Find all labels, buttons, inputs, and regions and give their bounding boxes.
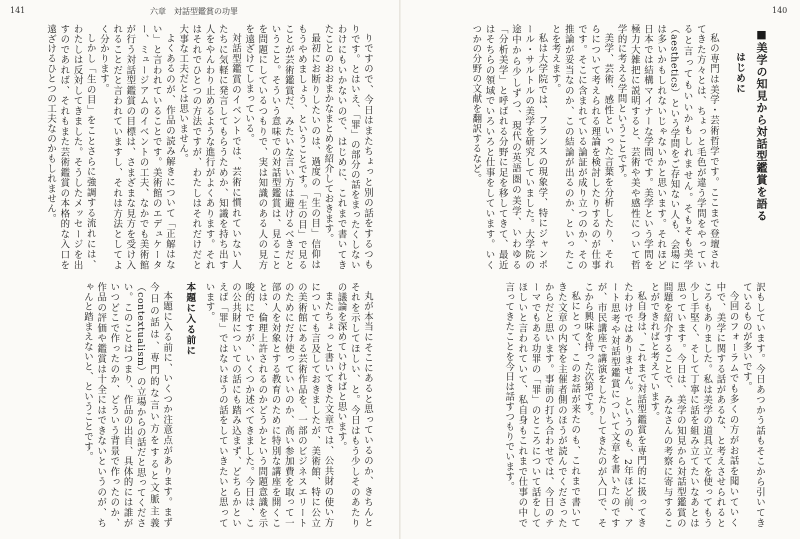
paragraph: 最初にお断りしたいのは、過度の「生の目」信仰はもうやめましょう、ということです。「生の目」で見ることが芸術鑑賞だ、みたいな言い方は避けるべきだということ。そういう意味での対話型鑑賞は、見ることを問題にしているつもりで、実は知識のある人の見方を遠ざけてしまっている。 <box>243 24 321 270</box>
paragraph: 本題に入る前に、いくつか注意点があります。まず今日の話は、専門的な言い方をすると文脈主義（contextualism）の立場からの話だと思ってください。このことはつまり、作品の出自、具体的には誰がいつどこで作ったのか、どういう背景で作ったのか、作品の評価や鑑賞は十全にはできないというのが、ちゃんと踏まえないと、ということです。 <box>81 282 173 528</box>
left-lower-text <box>28 282 374 528</box>
paragraph: またちょっと書いてきた文章では、公共財の使い方についても言及しておきましたが、美術館、特に公立の美術館にある芸術作品を、一部のビジネスエリートのためにだけ使っていいのか、高い参加費を取って一部の人を対象とする教育のために特別な講座を開くことは、倫理上許されるのかどうかという問題意識を示唆的にですが、いくつか述べてきました。今日は、この公共財についての話にも踏み込まず、どちらかといえば「罪」ではないほうの話をしていきたいと思っています。 <box>203 282 334 528</box>
left-upper-text <box>28 24 374 270</box>
gutter <box>399 0 401 539</box>
paragraph: 丸が本当にそこにあると思っているのか、きちんとそれを示してほしい、と。今日はもう少しそのあたりの議論を深めていければと思います。 <box>335 282 373 528</box>
paragraph: 私にとって、このお話が来たのも、これまで書いてきた文章の内容を主催者側のほうが読んでくださったからだと思います。事前の打ち合わせでは、今日のテーマでもある功罪の「罪」のところについて話をしてほしいと言われていて、私自身もこれまで仕事の中で言ってきたことを今日は話すつもりでいます。 <box>503 282 581 528</box>
right-lower-text <box>420 282 766 528</box>
paragraph: 美学、芸術、感性といった言葉を分析したり、それらについて考えられる理論を検討したりするのが仕事です。そこに含まれている論証が成り立つのか、その推論が妥当なのか、この結論が出るのか、といったことを考えます。 <box>549 24 614 270</box>
section-heading: はじめに <box>734 52 745 95</box>
paragraph: 今回のフォーラムでも多くの方がお話を聞いていく中で、美学に関する話があるな、と考えさせられるところもありました。私は美学の道具立てを使ってもう少し手堅く、そして丁寧に話を組み立てたいなあとは思っています。今日は、美学の知見から対話型鑑賞の問題を紹介することで、みなさんの考察に寄与することができればと考えています。 <box>648 282 739 528</box>
paragraph: 私自身は、これまで対話型鑑賞を専門的に扱ってきたわけではありません。というのも、2年ほど前、アート思考や対話型鑑賞について文章を書いたのですが、市民講座で講演をしたりしてきたのが入口で、そこから興味を持った次第です。 <box>582 282 647 528</box>
paragraph: 訳もしています。今日あつかう話もそこから引いてきているものが多いです。 <box>740 282 765 528</box>
section-heading: 本題に入る前に <box>184 282 196 357</box>
paragraph: りですので、今日はまたちょっと別の話をするつもりです。とはいえ、「罪」の部分の話をまったくしないわけにもいかないので、はじめに、これまで書いてきたことのおおまかなまとめを紹介しておきます。 <box>322 24 373 270</box>
page-number: 140 <box>772 6 788 15</box>
paragraph: 私は大学院では、フランスの現象学、特にジャンポール・サルトルの美学を研究していました。大学院の途中から少しずつ、現代の英語圏の美学、いわゆる「分析美学」と呼ばれる分野に足を移してきて、最近はそちらの領域でいろいろと仕事をしています。いくつかの分野の文献を翻訳するなど。 <box>470 24 548 270</box>
paragraph: しかし「生の目」をことさらに強調する流れには、わたしは反対してきました。そうしたメッセージを出すのであれば、それもまた芸術鑑賞の本格的な入口を遠ざけるひとつの工夫なのかもしれません。 <box>45 24 96 270</box>
page-number: 141 <box>10 6 26 15</box>
square-bullet-icon: ■ <box>755 28 768 42</box>
running-head: 六章 対話型鑑賞の功罪 <box>150 7 238 16</box>
chapter-heading: ■美学の知見から対話型鑑賞を語る <box>755 28 768 222</box>
paragraph: 対話型鑑賞のイベントでは、芸術に慣れていない人たちに気軽に発言してもらうためか、知識を持ち出す人をやんわり止めるような進行がよくあります。それはそれでひとつの方法ですが、わたしはそれだけだと大事な工夫だとは思いません。 <box>177 24 241 270</box>
paragraph: よくあるのが、作品の読み解きについて「正解はない」と言われていることです。美術館のエデュケーター、ミュージアムのイベントの工夫、なかでも美術館が行う対話型鑑賞の目標は、さまざまな見方を受け入れることだと言われていますし、それは方法としてよく分かります。 <box>97 24 175 270</box>
paragraph: 私の専門は美学・芸術哲学です。ここまで登壇されてきた方々とは、ちょっと毛色が違う学問をやっていると言ってもいいかもしれません。そもそも美学（aesthetics）という学問をご存知ない人も、会場には多いかもしれないじゃないかと思います。それほど日本では結構マイナーな学問です。美学という学問を極力大雑把に説明すると、芸術や美や感性について哲学的に考える学問ということです。 <box>615 24 719 270</box>
right-upper-text <box>420 24 720 270</box>
